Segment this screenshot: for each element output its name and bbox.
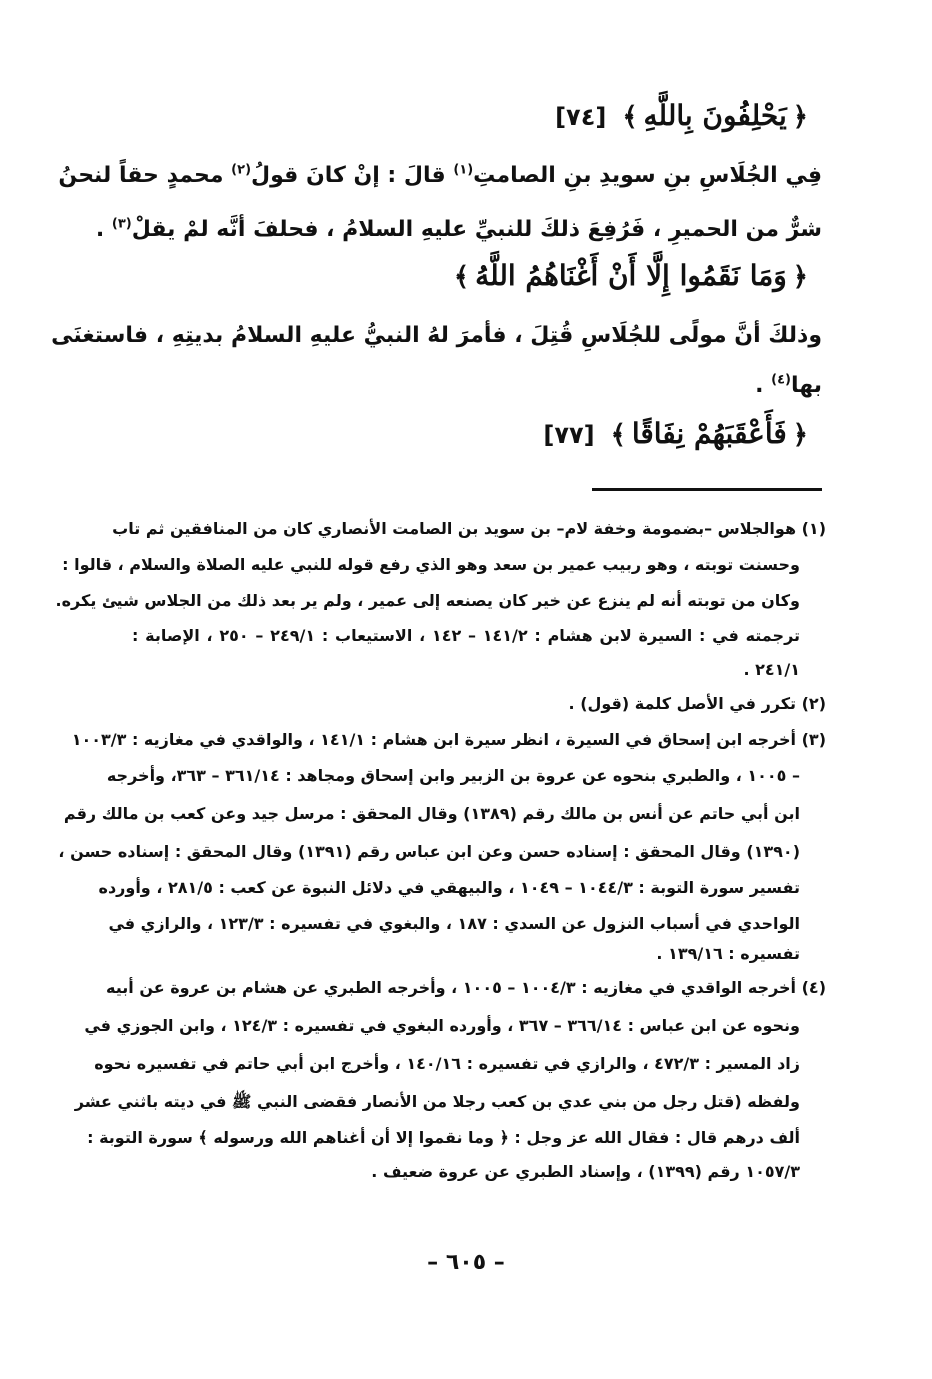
footnote-4-line4: ولفظه (قتل رجل من بني عدي بن كعب رجلا من الأنصار فقضى النبي ﷺ في ديته باثني عشر — [74, 1092, 800, 1111]
para1-text-e: . — [95, 217, 112, 242]
footnote-separator — [592, 488, 822, 491]
verse-77-text: فَأَعْقَبَهُمْ نِفَاقًا — [631, 417, 787, 450]
footnote-3-line1: (٣) أخرجه ابن إسحاق في السيرة ، انظر سيرة ابن هشام : ١٤١/١ ، والواقدي في مغازيه : ١٠٠٣/٣ — [71, 730, 826, 749]
footnote-1-line3: وكان من توبته أنه لم ينزع عن خير كان يصنعه إلى عمير ، ولم ير بعد ذلك من الجلاس شيئ يكره. — [55, 591, 800, 610]
para1-text-b: قالَ : إنْ كانَ قولُ — [251, 163, 454, 188]
para2-text-c: . — [755, 373, 772, 398]
footnote-3-line3: ابن أبي حاتم عن أنس بن مالك رقم (١٣٨٩) وقال المحقق : مرسل جيد وعن كعب بن مالك رقم — [63, 804, 800, 823]
footnote-1-line4: ترجمته في : السيرة لابن هشام : ١٤١/٢ – ١٤٢ ، الاستيعاب : ٢٤٩/١ – ٢٥٠ ، الإصابة : — [132, 626, 801, 645]
verse-close-bracket: ﴾ — [622, 102, 638, 132]
verse-b-line — [120, 256, 814, 297]
footnote-1-line1: (١) هوالجلاس –بضمومة وخفة لام– بن سويد بن الصامت الأنصاري كان من المنافقين ثم تاب — [112, 519, 826, 538]
verse-74-line — [120, 96, 814, 137]
para2-line1 — [51, 316, 822, 356]
para2-text-a: وذلكَ أنَّ مولًى للجُلَاسِ قُتِلَ ، فأمرَ لهُ النبيُّ عليهِ السلامُ بديتِهِ ، فاستغنَى — [51, 323, 822, 348]
verse-open-bracket: ﴿ — [792, 420, 808, 450]
page-number: – ٦٠٥ – — [427, 1250, 505, 1275]
para2-text-b: بها — [790, 373, 822, 398]
footnote-ref-3: (٣) — [111, 216, 132, 232]
para1-text-c: محمدٍ حقاً لنحنُ — [58, 163, 232, 188]
footnote-4-line6: ١٠٥٧/٣ رقم (١٣٩٩) ، وإسناد الطبري عن عروة ضعيف . — [371, 1162, 800, 1181]
verse-open-bracket: ﴿ — [792, 102, 808, 132]
footnote-2-line1: (٢) تكرر في الأصل كلمة (قول) . — [568, 694, 826, 713]
verse-open-bracket: ﴿ — [792, 262, 808, 292]
footnote-4-line1: (٤) أخرجه الواقدي في مغازيه : ١٠٠٤/٣ – ١٠٠٥ ، وأخرجه الطبري عن هشام بن عروة عن أبيه — [106, 978, 826, 997]
para1-line2 — [95, 210, 822, 250]
verse-74-number: [٧٤] — [555, 103, 607, 131]
footnote-3-line2: – ١٠٠٥ ، والطبري بنحوه عن عروة بن الزبير وابن إسحاق ومجاهد : ٣٦١/١٤ – ٣٦٣، وأخرجه — [106, 766, 800, 785]
verse-close-bracket: ﴾ — [610, 420, 626, 450]
footnote-ref-4: (٤) — [771, 372, 791, 388]
footnote-4-line5: ألف درهم قال : فقال الله عز وجل : ﴿ وما نقموا إلا أن أغناهم الله ورسوله ﴾ سورة التوبة : — [87, 1128, 800, 1147]
verse-74-text: يَحْلِفُونَ بِاللَّهِ — [643, 99, 787, 132]
para1-text-d: شرٌّ من الحميرِ ، فَرُفِعَ ذلكَ للنبيِّ عليهِ السلامُ ، فحلفَ أنَّه لمْ يقلْ — [131, 217, 822, 242]
footnote-3-line7: تفسيره : ١٣٩/١٦ . — [656, 944, 800, 963]
footnote-3-line5: تفسير سورة التوبة : ١٠٤٤/٣ – ١٠٤٩ ، والبيهقي في دلائل النبوة عن كعب : ٢٨١/٥ ، وأورده — [98, 878, 800, 897]
verse-b-text: وَمَا نَقَمُوا إِلَّا أَنْ أَغْنَاهُمُ اللَّهُ — [475, 259, 787, 292]
footnote-1-line5: ٢٤١/١ . — [743, 660, 800, 679]
footnote-ref-1: (١) — [453, 162, 474, 178]
footnote-4-line2: ونحوه عن ابن عباس : ٣٦٦/١٤ – ٣٦٧ ، وأورده البغوي في تفسيره : ١٢٤/٣ ، وابن الجوزي في — [84, 1016, 800, 1035]
verse-77-line — [120, 414, 814, 455]
footnote-3-line4: (١٣٩٠) وقال المحقق : إسناده حسن وعن ابن عباس رقم (١٣٩١) وقال المحقق : إسناده حسن ، — [58, 842, 800, 861]
footnote-4-line3: زاد المسير : ٤٧٢/٣ ، والرازي في تفسيره : ١٤٠/١٦ ، وأخرج ابن أبي حاتم في تفسيره نحوه — [94, 1054, 800, 1073]
verse-close-bracket: ﴾ — [453, 262, 470, 292]
para1-line1 — [58, 156, 822, 196]
footnote-ref-2: (٢) — [231, 162, 252, 178]
footnote-1-line2: وحسنت توبته ، وهو ربيب عمير بن سعد وهو الذي رفع قوله للنبي عليه الصلاة والسلام ، قالوا : — [62, 555, 800, 574]
verse-77-number: [٧٧] — [543, 421, 595, 449]
footnote-3-line6: الواحدي في أسباب النزول عن السدي : ١٨٧ ، والبغوي في تفسيره : ١٢٣/٣ ، والرازي في — [108, 914, 800, 933]
para2-line2 — [100, 366, 822, 406]
para1-text-a: فِي الجُلَاسِ بنِ سويدِ بنِ الصامتِ — [473, 163, 822, 188]
